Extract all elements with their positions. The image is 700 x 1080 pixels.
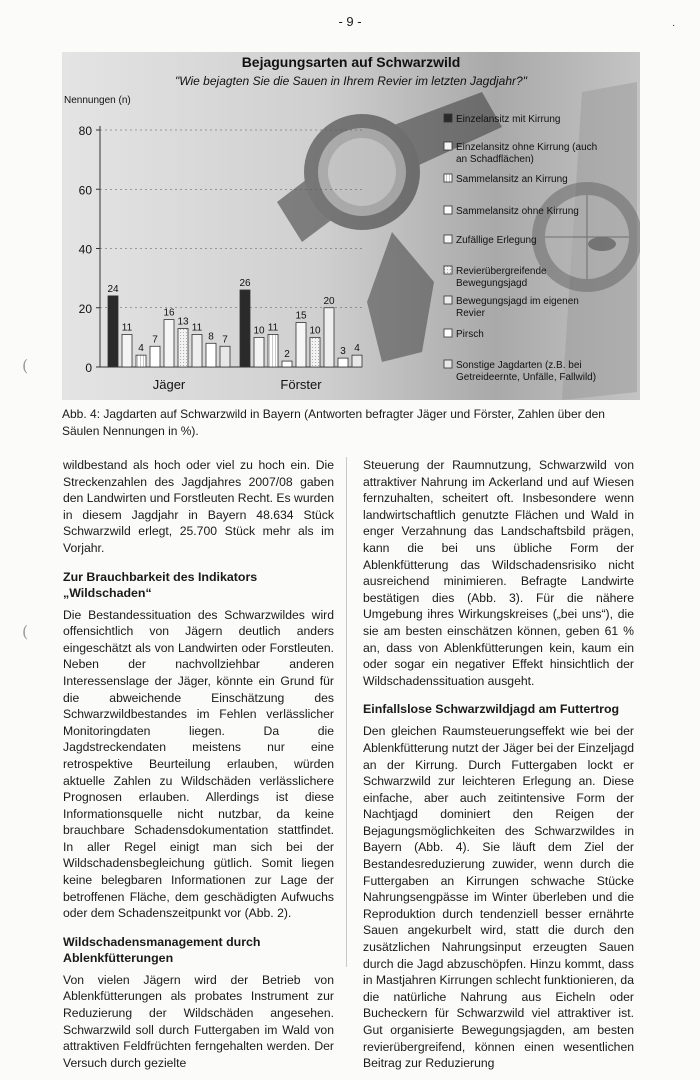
bar-value-label: 20	[323, 295, 335, 307]
bar-value-label: 16	[163, 307, 175, 319]
bar	[352, 355, 362, 367]
left-column	[63, 457, 334, 1079]
bar	[178, 328, 188, 367]
right-column	[363, 457, 634, 1080]
column-divider	[346, 457, 347, 967]
figure-hunting-methods-chart	[62, 52, 640, 400]
chart-title: Bejagungsarten auf Schwarzwild	[241, 54, 461, 70]
bar	[122, 334, 132, 367]
bar-value-label: 15	[295, 310, 307, 322]
section-heading: Wildschadensmanagement durch Ablenkfütterungen	[63, 934, 261, 965]
legend-swatch	[444, 266, 452, 274]
bar	[164, 320, 174, 367]
y-tick-label: 0	[85, 361, 92, 375]
bar-value-label: 4	[138, 343, 144, 355]
legend-swatch	[444, 174, 452, 182]
bar-value-label: 13	[177, 316, 189, 328]
legend-swatch	[444, 235, 452, 243]
bar-value-label: 24	[107, 283, 119, 295]
bar-value-label: 10	[253, 325, 265, 337]
legend-swatch	[444, 296, 452, 304]
bar-value-label: 7	[152, 334, 158, 346]
y-tick-label: 20	[78, 301, 92, 316]
corner-mark: ·	[672, 20, 676, 31]
section-heading: Einfallslose Schwarzwildjagd am Futtertrog	[363, 702, 620, 717]
y-tick-label: 60	[78, 183, 92, 198]
bar-value-label: 4	[354, 343, 360, 355]
margin-mark-icon: (	[22, 622, 29, 641]
bar	[324, 308, 334, 367]
legend-scope-view	[532, 182, 640, 292]
bar	[296, 323, 306, 367]
bar	[310, 337, 320, 367]
bar	[136, 355, 146, 367]
legend-swatch	[444, 114, 452, 122]
page-number: - 9 -	[338, 14, 362, 29]
bar	[220, 346, 230, 367]
paragraph: Von vielen Jägern wird der Betrieb von Ablenkfütterungen als probates Instrument zur Reduzierung der Wildschäden angesehen. Schwarzwild soll durch Futtergaben im Wald von attraktiven Feldfrüchten ferngehalten werden. Der Versuch durch gezielte	[63, 972, 334, 1070]
bar-value-label: 7	[222, 334, 228, 346]
bar	[206, 343, 216, 367]
x-category-label: Jäger	[152, 377, 186, 392]
legend-entry: Sammelansitz an Kirrung	[456, 174, 568, 185]
legend-entry: Pirsch	[456, 329, 484, 340]
bar	[192, 334, 202, 367]
legend-entry: Zufällige Erlegung	[456, 235, 537, 246]
paragraph: Steuerung der Raumnutzung, Schwarzwild von attraktiver Nahrung im Ackerland und auf Wiesen fernzuhalten, scheitert oft. Insbesondere wenn landwirtschaftlich genutzte Flächen und Wald in enger Verzahnung das Landschaftsbild prägen, kann die bei uns übliche Form der Ablenkfütterung das Wildschadensrisiko nicht ausreichend minimieren. Befragte Landwirte bestätigen dies (Abb. 3). Für die nähere Umgebung ihres Wirkungskreises („bei uns“), die sie am besten einschätzen können, geben 61 % an, dass von Ablenkfütterungen kein, kaum ein oder sogar ein negativer Effekt hinsichtlich der Wildschadenssituation ausgeht.	[363, 458, 634, 688]
legend-swatch	[444, 206, 452, 214]
chart-svg	[62, 52, 640, 400]
bar	[254, 337, 264, 367]
y-axis-label: Nennungen (n)	[64, 95, 131, 106]
bar-value-label: 11	[191, 322, 203, 334]
legend-swatch	[444, 142, 452, 150]
legend-swatch	[444, 329, 452, 337]
margin-mark-icon: (	[22, 356, 29, 375]
figure-caption: Abb. 4: Jagdarten auf Schwarzwild in Bayern (Antworten befragter Jäger und Förster, Zahlen über den Säulen Nennungen in %).	[62, 407, 605, 438]
bar-value-label: 8	[208, 331, 214, 343]
paragraph: Die Bestandessituation des Schwarzwildes wird offensichtlich von Jägern deutlich anders eingeschätzt als von Landwirten oder Forstleuten. Neben der nachvollziehbar anderen Interessenslage der Jäger, könnte ein Grund für die abweichende Einschätzung des Schwarzwildbestandes im Fehlen verlässlicher Monitoringdaten liegen. Da die Jagdstreckendaten meistens nur eine retrospektive Beurteilung erlauben, würden aktuelle Zahlen zu Wildschäden verlässlichere Prognosen erlauben. Allerdings ist diese Informationsquelle nicht nutzbar, da keine brauchbare Schadensdokumentation stattfindet. In aller Regel einigt man sich bei der Wildschadensbegleichung gütlich. Somit liegen keine belegbaren Informationen zur Lage der betroffenen Fläche, dem geschädigten Aufwuchs oder dem Schadenszeitpunkt vor (Abb. 2).	[63, 607, 334, 921]
y-tick-label: 40	[78, 242, 92, 257]
section-heading: Zur Brauchbarkeit des Indikators „Wildschaden“	[63, 569, 258, 600]
bar	[108, 296, 118, 367]
legend-entry: Einzelansitz mit Kirrung	[456, 114, 561, 125]
bar-value-label: 11	[267, 322, 279, 334]
legend-entry: Revierübergreifende Bewegungsjagd	[456, 266, 547, 289]
bar	[150, 346, 160, 367]
legend-entry: Sammelansitz ohne Kirrung	[456, 206, 579, 217]
bar-value-label: 2	[284, 349, 290, 361]
x-category-label: Förster	[280, 377, 322, 392]
paragraph: wildbestand als hoch oder viel zu hoch ein. Die Streckenzahlen des Jagdjahres 2007/08 gaben den Landwirten und Forstleuten Recht. Es wurden in diesem Jagdjahr in Bayern 48.634 Stück Schwarzwild erlegt, 25.700 Stück mehr als im Vorjahr.	[63, 458, 334, 555]
bar-value-label: 26	[239, 277, 251, 289]
legend-swatch	[444, 360, 452, 368]
bar-value-label: 11	[121, 322, 133, 334]
chart-subtitle: "Wie bejagten Sie die Sauen in Ihrem Revier im letzten Jagdjahr?"	[175, 74, 527, 88]
y-tick-label: 80	[78, 124, 92, 138]
legend-entry: Bewegungsjagd im eigenen Revier	[456, 296, 579, 319]
paragraph: Den gleichen Raumsteuerungseffekt wie bei der Ablenkfütterung nutzt der Jäger bei der Einzeljagd an der Kirrung. Durch Futtergaben lockt er Schwarzwild zur leichteren Erlegung an. Diese einfache, aber auch zeitintensive Form der Nachtjagd dominiert den Reigen der Bejagungsmöglichkeiten des Schwarzwildes in Bayern (Abb. 4). Sie läuft dem Ziel der Bestandesreduzierung zuwider, wenn durch die Futtergaben an Kirrungen schwache Stücke Nahrungsengpässe im Winter überleben und die Reproduktion durch tendenziell besser ernährte Sauen angekurbelt wird, statt die durch den zusätzlichen Nahrungsinput erzeugten Sauen durch die Jagd abzuschöpfen. Hinzu kommt, dass in Mastjahren Kirrungen schlecht funktionieren, da die natürliche Nahrung aus Eicheln oder Bucheckern für Schwarzwild viel attraktiver ist. Gut organisierte Bewegungsjagden, am besten revierübergreifend, können einen wesentlichen Beitrag zur Reduzierung	[363, 724, 634, 1071]
legend-entry: Einzelansitz ohne Kirrung (auch an Schadflächen)	[456, 142, 598, 165]
bar	[240, 290, 250, 367]
bar	[268, 334, 278, 367]
bar	[282, 361, 292, 367]
legend-entry: Sonstige Jagdarten (z.B. bei Getreideernte, Unfälle, Fallwild)	[456, 360, 597, 383]
bar-value-label: 3	[340, 346, 346, 358]
bar	[338, 358, 348, 367]
bar-value-label: 10	[309, 325, 321, 337]
